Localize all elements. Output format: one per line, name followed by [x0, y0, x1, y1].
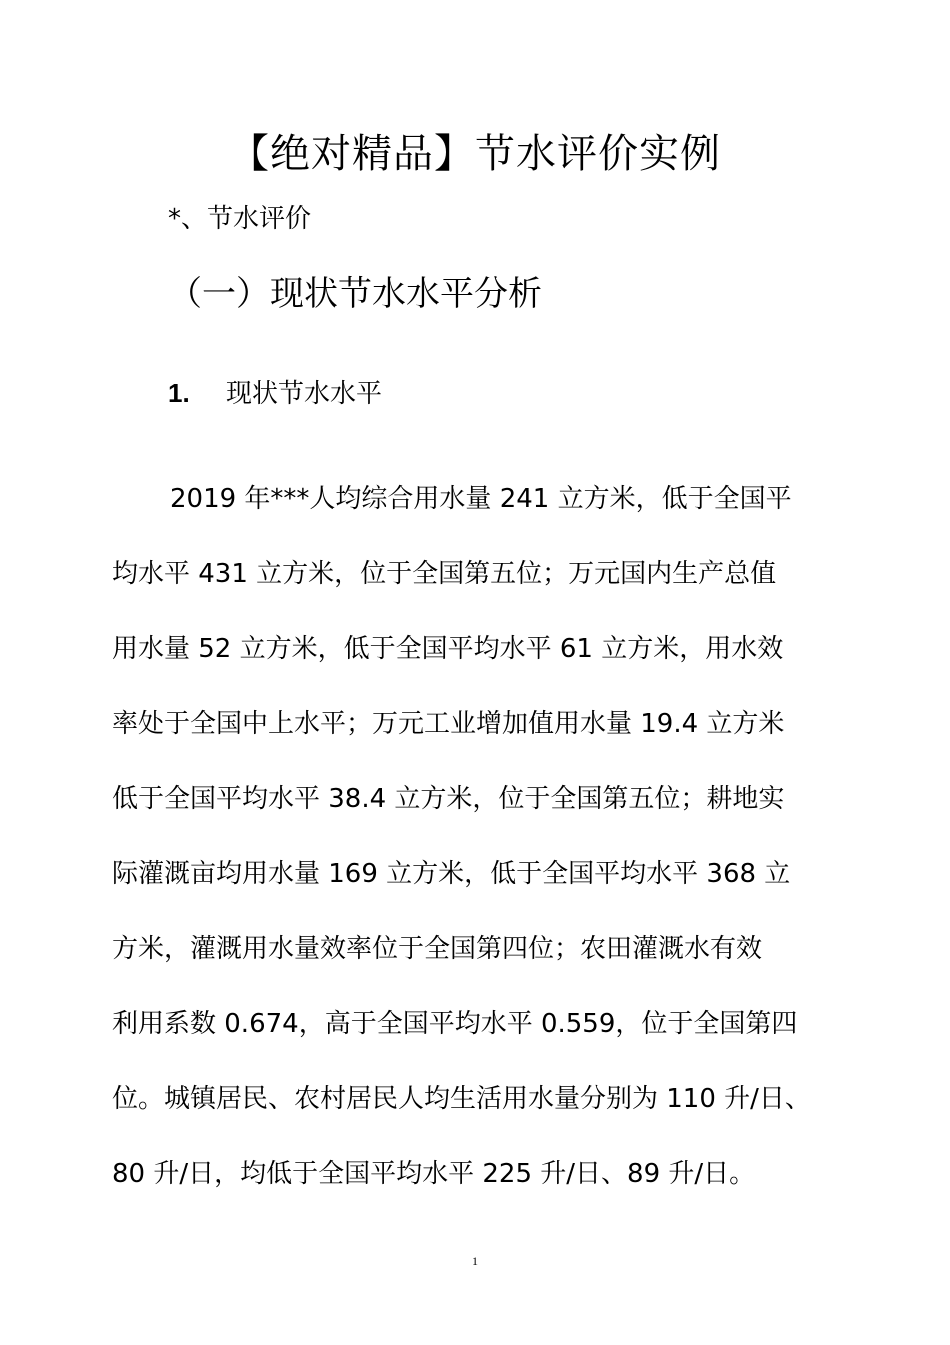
heading-label: 现状节水水平 [226, 379, 383, 409]
subsection-heading: （一）现状节水水平分析 [168, 274, 542, 314]
heading-number: 1. [168, 378, 190, 408]
page-number: 1 [472, 1254, 478, 1268]
paragraph-line: 均水平 431 立方米，位于全国第五位；万元国内生产总值 [112, 559, 777, 589]
paragraph-line: 80 升/日，均低于全国平均水平 225 升/日、89 升/日。 [112, 1159, 756, 1189]
paragraph-line: 方米，灌溉用水量效率位于全国第四位；农田灌溉水有效 [112, 934, 763, 964]
paragraph-line: 利用系数 0.674，高于全国平均水平 0.559，位于全国第四 [112, 1009, 798, 1039]
paragraph-line: 低于全国平均水平 38.4 立方米，位于全国第五位；耕地实 [112, 784, 785, 814]
numbered-heading [168, 376, 382, 411]
paragraph-line: 率处于全国中上水平；万元工业增加值用水量 19.4 立方米 [112, 709, 785, 739]
paragraph-line: 用水量 52 立方米，低于全国平均水平 61 立方米，用水效 [112, 634, 784, 664]
paragraph-line: 际灌溉亩均用水量 169 立方米，低于全国平均水平 368 立 [112, 859, 791, 889]
section-heading: *、节水评价 [168, 204, 312, 234]
paragraph-line: 2019 年***人均综合用水量 241 立方米，低于全国平 [170, 484, 792, 514]
document-title: 【绝对精品】节水评价实例 [229, 131, 721, 177]
paragraph-line: 位。城镇居民、农村居民人均生活用水量分别为 110 升/日、 [112, 1084, 811, 1114]
